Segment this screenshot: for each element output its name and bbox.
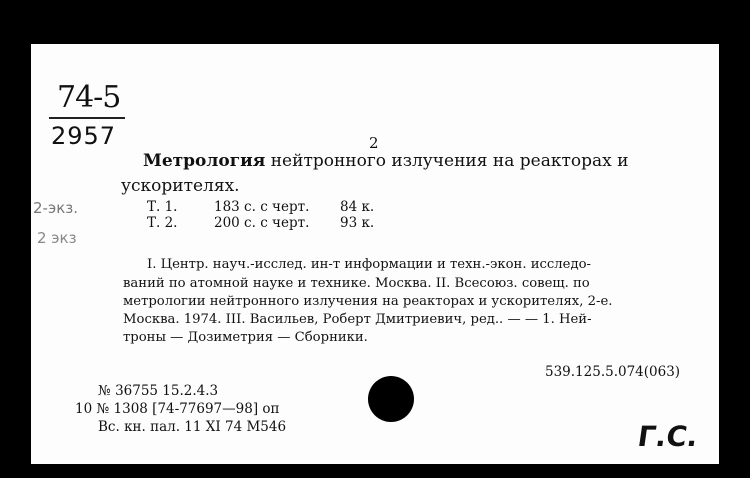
description-line: ваний по атомной науке и технике. Москва. II. Всесоюз. совещ. по xyxy=(123,276,590,291)
volume-pages: 200 с. с черт. xyxy=(214,215,310,231)
volume-pages: 183 с. с черт. xyxy=(214,199,310,215)
call-number-divider xyxy=(49,117,125,119)
handwritten-mark: 2 экз xyxy=(37,229,77,247)
volume-label: Т. 1. xyxy=(147,199,178,215)
volume-price: 93 к. xyxy=(340,215,375,231)
volume-price: 84 к. xyxy=(340,199,375,215)
description-line: троны — Дозиметрия — Сборники. xyxy=(123,330,368,345)
punch-hole xyxy=(368,376,414,422)
title-rest: нейтронного излучения на реакторах и xyxy=(265,151,629,171)
registration-line: 10 № 1308 [74-77697—98] оп xyxy=(75,401,280,417)
volume-number: 2 xyxy=(369,134,379,152)
volume-label: Т. 2. xyxy=(147,215,178,231)
handwritten-mark: 2-экз. xyxy=(33,199,78,217)
description-line: метрологии нейтронного излучения на реакторах и ускорителях, 2-е. xyxy=(123,294,613,309)
call-number-top: 74-5 xyxy=(57,80,121,115)
call-number-bottom: 2957 xyxy=(51,122,117,150)
handwritten-initials: Г.С. xyxy=(635,420,700,453)
title-bold-word: Метрология xyxy=(143,151,266,171)
registration-line: Вс. кн. пал. 11 XI 74 М546 xyxy=(98,419,287,435)
catalog-card xyxy=(31,44,719,464)
udc-code: 539.125.5.074(063) xyxy=(545,364,681,380)
description-line: Москва. 1974. III. Васильев, Роберт Дмитриевич, ред.. — — 1. Ней- xyxy=(123,312,592,327)
description-line: I. Центр. науч.-исслед. ин-т информации и техн.-экон. исследо- xyxy=(147,257,591,272)
title-line xyxy=(143,151,628,171)
registration-line: № 36755 15.2.4.3 xyxy=(98,383,219,399)
title-continuation: ускорителях. xyxy=(121,176,240,196)
